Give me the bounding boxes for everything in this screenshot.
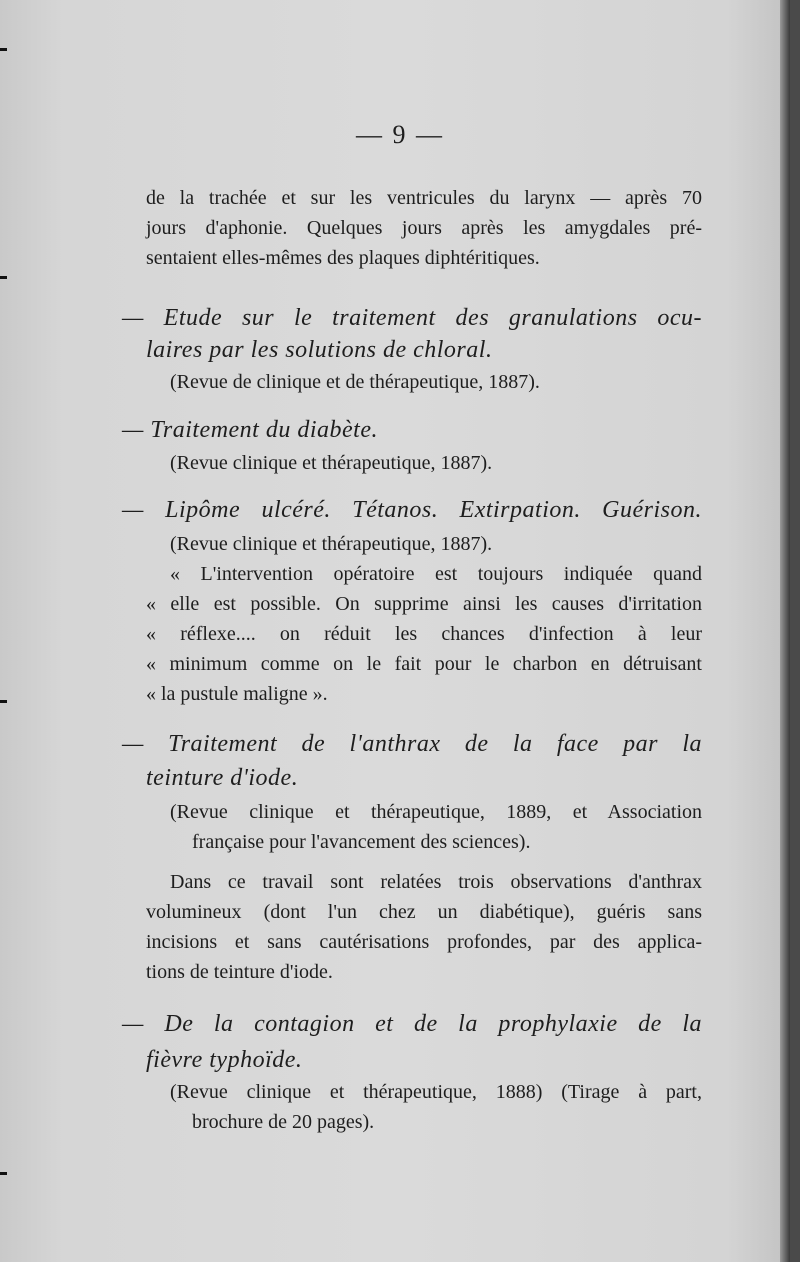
quote-line: « réflexe.... on réduit les chances d'infection à leur <box>146 623 702 645</box>
entry-title: — Etude sur le traitement des granulations ocu- <box>122 305 702 331</box>
body-line: incisions et sans cautérisations profondes, par des applica- <box>146 931 702 953</box>
margin-mark <box>0 48 7 51</box>
quote-line: « L'intervention opératoire est toujours indiquée quand <box>170 563 702 585</box>
body-line: volumineux (dont l'un chez un diabétique), guéris sans <box>146 901 702 923</box>
paragraph-line: de la trachée et sur les ventricules du larynx — après 70 <box>146 187 702 209</box>
entry-title: teinture d'iode. <box>146 765 299 791</box>
paragraph-line: jours d'aphonie. Quelques jours après les amygdales pré- <box>146 217 702 239</box>
quote-line: « la pustule maligne ». <box>146 683 328 705</box>
entry-reference: brochure de 20 pages). <box>192 1111 375 1133</box>
entry-title: — Traitement de l'anthrax de la face par la <box>122 731 702 757</box>
quote-line: « elle est possible. On supprime ainsi les causes d'irritation <box>146 593 702 615</box>
page-number: — 9 — <box>356 120 444 149</box>
margin-mark <box>0 1172 7 1175</box>
page-edge-shadow <box>780 0 790 1262</box>
entry-reference: (Revue clinique et thérapeutique, 1887). <box>170 452 493 474</box>
entry-title: laires par les solutions de chloral. <box>146 337 493 363</box>
entry-reference: (Revue clinique et thérapeutique, 1888) (Tirage à part, <box>170 1081 702 1103</box>
entry-title: — Lipôme ulcéré. Tétanos. Extirpation. Guérison. <box>122 497 702 523</box>
entry-reference: (Revue clinique et thérapeutique, 1889, et Association <box>170 801 702 823</box>
entry-reference: (Revue de clinique et de thérapeutique, 1887). <box>170 371 540 393</box>
entry-title: fièvre typhoïde. <box>146 1047 303 1073</box>
entry-reference: (Revue clinique et thérapeutique, 1887). <box>170 533 493 555</box>
entry-reference: française pour l'avancement des sciences). <box>192 831 531 853</box>
body-line: Dans ce travail sont relatées trois observations d'anthrax <box>170 871 702 893</box>
margin-mark <box>0 276 7 279</box>
margin-mark <box>0 700 7 703</box>
entry-title: — Traitement du diabète. <box>122 417 378 443</box>
quote-line: « minimum comme on le fait pour le charbon en détruisant <box>146 653 702 675</box>
body-line: tions de teinture d'iode. <box>146 961 333 983</box>
entry-title: — De la contagion et de la prophylaxie de la <box>122 1011 702 1037</box>
paragraph-line: sentaient elles-mêmes des plaques diphtéritiques. <box>146 247 540 269</box>
